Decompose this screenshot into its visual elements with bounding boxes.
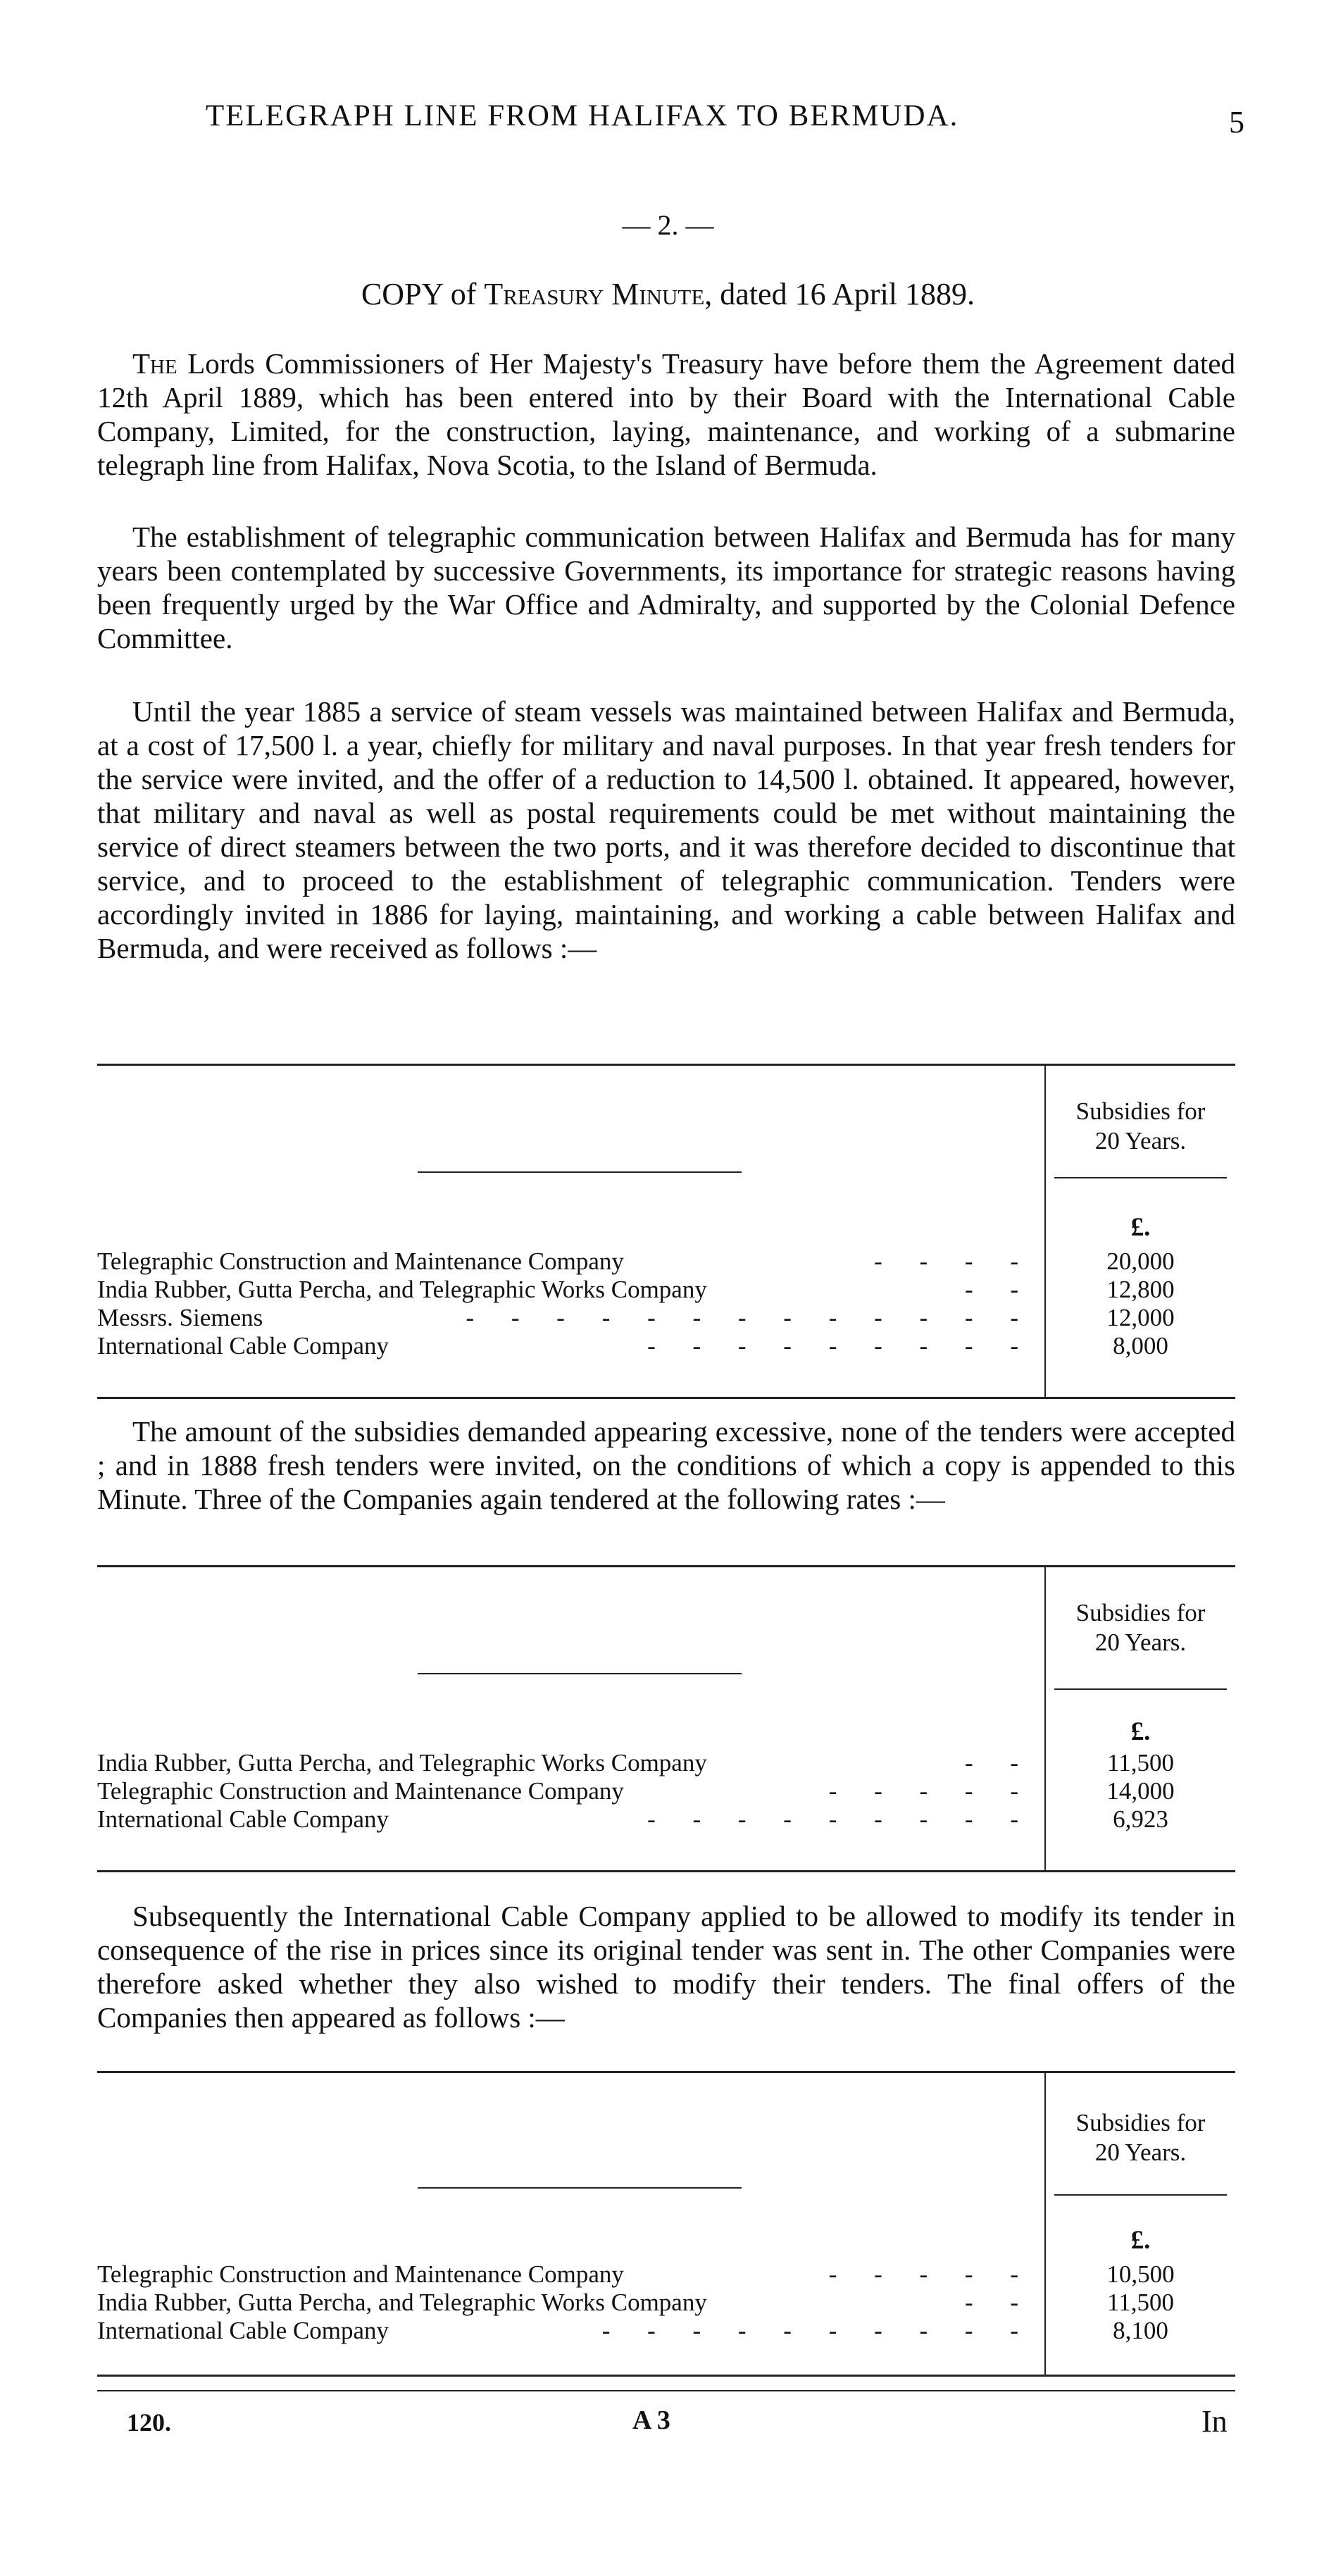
table-1-names: [97, 1066, 1044, 1397]
table-row: Telegraphic Construction and Maintenance Company - - - - -: [97, 2260, 1034, 2288]
minute-title: [0, 276, 1336, 312]
table-row: Telegraphic Construction and Maintenance Company - - - -: [97, 1247, 1034, 1275]
subsidy-value: 6,923: [1113, 1805, 1168, 1833]
minute-title-treasury: Treasury Minute,: [484, 277, 713, 311]
table-2-head-rule: [418, 1673, 742, 1674]
section-number: — 2. —: [622, 209, 714, 241]
table-3-head-rule: [418, 2187, 742, 2189]
subsidy-value: 11,500: [1107, 1749, 1174, 1777]
subsidy-value: 10,500: [1106, 2260, 1175, 2288]
signature-number: 120.: [127, 2408, 171, 2437]
pounds-unit: £.: [1130, 1213, 1151, 1242]
table-2-names: [97, 1567, 1044, 1870]
running-head: [0, 99, 1336, 148]
subsidy-value: 11,500: [1107, 2289, 1174, 2316]
page-number: 5: [1229, 105, 1244, 139]
subsidy-value: 20,000: [1106, 1247, 1175, 1275]
running-title: TELEGRAPH LINE FROM HALIFAX TO BERMUDA.: [206, 99, 959, 132]
column-header-line-1: Subsidies for: [1075, 2109, 1206, 2136]
column-header-line-2: 20 Years.: [1094, 2139, 1187, 2166]
footer-rule: [97, 2390, 1235, 2391]
column-header-line-2: 20 Years.: [1094, 1127, 1187, 1155]
table-row: International Cable Company - - - - - - - - -: [97, 1805, 1034, 1833]
column-header-rule: [1054, 2194, 1227, 2196]
paragraph-2: The establishment of telegraphic communication between Halifax and Bermuda has for many years been contemplated by successive Governments, its importance for strategic reasons having been frequently urged by the War Office and Admiralty, and supported by the Colonial Defence Committee.: [97, 521, 1235, 654]
column-header-line-2: 20 Years.: [1094, 1629, 1187, 1656]
tenders-table-1888: [97, 1565, 1235, 1872]
subsidy-value: 12,800: [1106, 1276, 1175, 1303]
table-row: India Rubber, Gutta Percha, and Telegraphic Works Company - -: [97, 2289, 1034, 2316]
table-row: International Cable Company - - - - - - - - -: [97, 1332, 1034, 1359]
minute-title-copy: COPY of: [361, 277, 477, 311]
paragraph-5: Subsequently the International Cable Company applied to be allowed to modify its tender in consequence of the rise in prices since its original tender was sent in. The other Companies were therefore asked whether they also wished to modify their tenders. The final offers of the Companies then appeared as follows :—: [97, 1900, 1235, 2034]
table-row: Telegraphic Construction and Maintenance Company - - - - -: [97, 1777, 1034, 1805]
table-row: India Rubber, Gutta Percha, and Telegraphic Works Company - -: [97, 1749, 1034, 1777]
paragraph-4: The amount of the subsidies demanded appearing excessive, none of the tenders were accepted ; and in 1888 fresh tenders were invited, on the conditions of which a copy is appended to this Minute. Three of the Companies again tendered at the following rates :—: [97, 1415, 1235, 1515]
paragraph-1-lead: The: [132, 347, 177, 380]
paragraph-3: Until the year 1885 a service of steam vessels was maintained between Halifax and Bermuda, at a cost of 17,500 l. a year, chiefly for military and naval purposes. In that year fresh tenders for the service were invited, and the offer of a reduction to 14,500 l. obtained. It appeared, however, that military and naval as well as postal requirements could be met without maintaining the service of direct steamers between the two ports, and it was therefore decided to discontinue that service, and to proceed to the establishment of telegraphic communication. Tenders were accordingly invited in 1886 for laying, maintaining, and working a cable between Halifax and Bermuda, and were received as follows :—: [97, 695, 1235, 964]
column-header-line-1: Subsidies for: [1075, 1097, 1206, 1125]
final-offers-table: [97, 2071, 1235, 2377]
table-row: India Rubber, Gutta Percha, and Telegraphic Works Company - -: [97, 1276, 1034, 1303]
subsidy-value: 14,000: [1106, 1777, 1175, 1805]
signature-mark: A 3: [632, 2406, 670, 2435]
tenders-table-1886: [97, 1064, 1235, 1399]
paragraph-1: [97, 347, 1235, 482]
pounds-unit: £.: [1130, 2226, 1151, 2255]
subsidy-value: 8,100: [1113, 2317, 1168, 2344]
subsidy-value: 12,000: [1106, 1304, 1175, 1331]
column-header-rule: [1054, 1688, 1227, 1690]
minute-title-date: dated 16 April 1889.: [720, 277, 975, 311]
table-row: Messrs. Siemens - - - - - - - - - - - - -: [97, 1304, 1034, 1331]
pounds-unit: £.: [1130, 1717, 1151, 1746]
column-header-line-1: Subsidies for: [1075, 1599, 1206, 1626]
catchword: In: [1201, 2404, 1228, 2439]
paragraph-1-text: Lords Commissioners of Her Majesty's Treasury have before them the Agreement dated 12th April 1889, which has been entered into by their Board with the International Cable Company, Limited, for the construction, laying, maintenance, and working of a submarine telegraph line from Halifax, Nova Scotia, to the Island of Bermuda.: [97, 347, 1235, 481]
table-1-head-rule: [418, 1171, 742, 1173]
table-2-subsidy-column: [1044, 1567, 1235, 1870]
table-row: International Cable Company - - - - - - - - - -: [97, 2317, 1034, 2344]
subsidy-value: 8,000: [1113, 1332, 1168, 1359]
table-1-subsidy-column: [1044, 1066, 1235, 1397]
table-3-subsidy-column: [1044, 2073, 1235, 2375]
column-header-rule: [1054, 1177, 1227, 1178]
table-3-names: [97, 2073, 1044, 2375]
